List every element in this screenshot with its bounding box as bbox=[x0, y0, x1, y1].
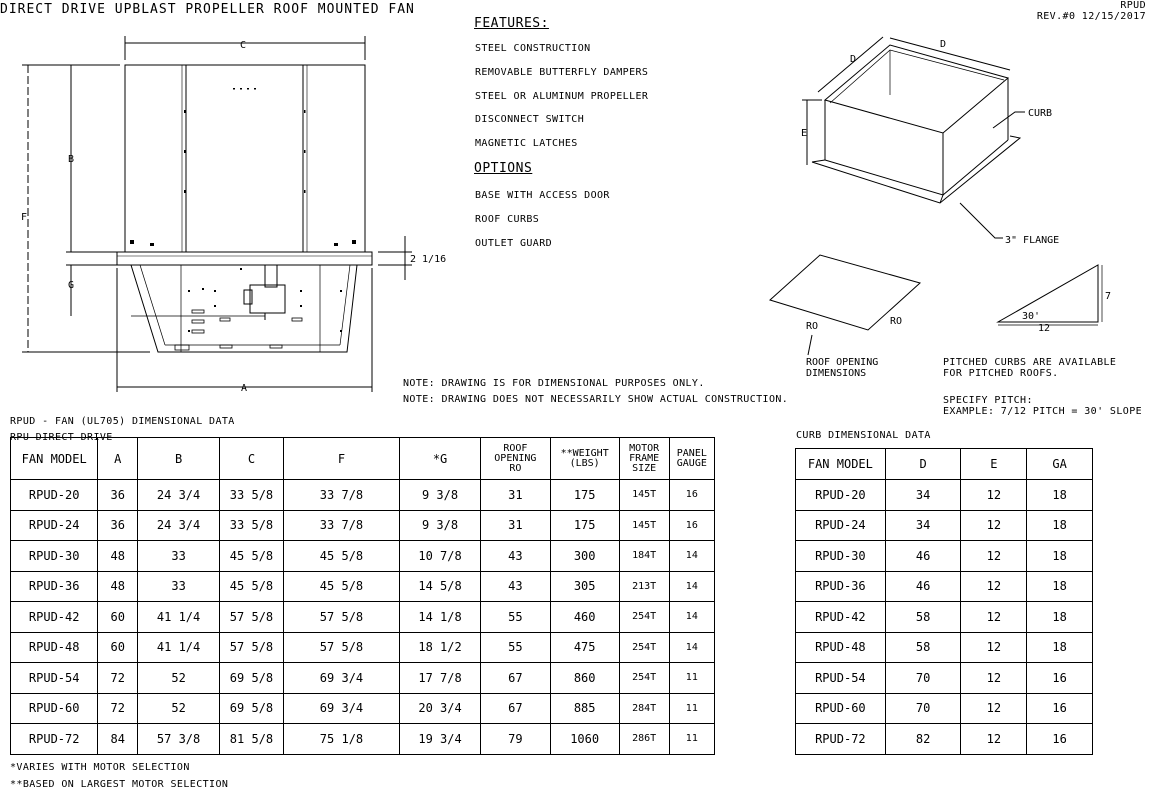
footnote-2: **BASED ON LARGEST MOTOR SELECTION bbox=[10, 779, 229, 790]
table-cell: RPUD-48 bbox=[11, 632, 98, 663]
table-cell: RPUD-54 bbox=[11, 663, 98, 694]
table-cell: 254T bbox=[619, 663, 669, 694]
table-cell: 48 bbox=[98, 541, 138, 572]
table-cell: 33 bbox=[138, 541, 220, 572]
dim-flange-thickness: 2 1/16 bbox=[410, 254, 447, 265]
table-cell: 14 5/8 bbox=[400, 571, 481, 602]
table-cell: 41 1/4 bbox=[138, 632, 220, 663]
table-cell: 52 bbox=[138, 663, 220, 694]
dim-b-label: B bbox=[68, 154, 75, 165]
table-cell: 145T bbox=[619, 480, 669, 511]
table-row bbox=[11, 602, 715, 633]
table-cell: RPUD-30 bbox=[796, 541, 886, 572]
table-cell: 52 bbox=[138, 693, 220, 724]
table-cell: 175 bbox=[550, 510, 619, 541]
table-cell: 67 bbox=[481, 693, 551, 724]
table-cell: RPUD-36 bbox=[796, 571, 886, 602]
options-heading: OPTIONS bbox=[474, 161, 533, 176]
table-cell: 55 bbox=[481, 602, 551, 633]
table-cell: 145T bbox=[619, 510, 669, 541]
table-cell: 60 bbox=[98, 632, 138, 663]
pitch-angle: 30' bbox=[1022, 311, 1041, 322]
column-header: B bbox=[138, 438, 220, 480]
table-cell: 305 bbox=[550, 571, 619, 602]
ro-label-1: RO bbox=[806, 321, 819, 332]
table-cell: RPUD-54 bbox=[796, 663, 886, 694]
table-cell: 45 5/8 bbox=[220, 541, 284, 572]
table-cell: RPUD-72 bbox=[11, 724, 98, 755]
table-cell: 36 bbox=[98, 510, 138, 541]
table-cell: 286T bbox=[619, 724, 669, 755]
table-row bbox=[11, 541, 715, 572]
table-cell: 57 3/8 bbox=[138, 724, 220, 755]
table-cell: 41 1/4 bbox=[138, 602, 220, 633]
table-cell: 16 bbox=[1027, 693, 1093, 724]
table-cell: 10 7/8 bbox=[400, 541, 481, 572]
table-cell: 55 bbox=[481, 632, 551, 663]
table-cell: 18 bbox=[1027, 541, 1093, 572]
table-cell: 45 5/8 bbox=[220, 571, 284, 602]
table-cell: 33 5/8 bbox=[220, 510, 284, 541]
column-header: F bbox=[283, 438, 399, 480]
table-cell: 254T bbox=[619, 632, 669, 663]
curb-dim-e: E bbox=[801, 128, 808, 139]
table-cell: 46 bbox=[885, 541, 961, 572]
options-item: OUTLET GUARD bbox=[475, 238, 553, 249]
column-header: GA bbox=[1027, 449, 1093, 480]
pitch-triangle bbox=[998, 265, 1102, 325]
curb-label: CURB bbox=[1028, 108, 1053, 119]
table-cell: 24 3/4 bbox=[138, 480, 220, 511]
table-cell: 16 bbox=[669, 510, 714, 541]
fan-dimension-table bbox=[10, 437, 715, 755]
table-cell: 12 bbox=[961, 632, 1027, 663]
table-cell: 885 bbox=[550, 693, 619, 724]
table-cell: 79 bbox=[481, 724, 551, 755]
table-cell: 14 bbox=[669, 632, 714, 663]
table-cell: 213T bbox=[619, 571, 669, 602]
table-cell: RPUD-48 bbox=[796, 632, 886, 663]
table-cell: 57 5/8 bbox=[220, 632, 284, 663]
table-cell: 12 bbox=[961, 571, 1027, 602]
table-cell: 254T bbox=[619, 602, 669, 633]
table-row bbox=[796, 693, 1093, 724]
column-header: PANEL GAUGE bbox=[669, 438, 714, 480]
table-row bbox=[11, 480, 715, 511]
table-cell: 14 bbox=[669, 571, 714, 602]
fan-elevation-drawing bbox=[22, 36, 412, 392]
table-cell: 33 7/8 bbox=[283, 480, 399, 511]
table-cell: 69 3/4 bbox=[283, 693, 399, 724]
table-row bbox=[11, 693, 715, 724]
table-row bbox=[11, 663, 715, 694]
table-cell: 57 5/8 bbox=[283, 632, 399, 663]
table-cell: 69 3/4 bbox=[283, 663, 399, 694]
table-row bbox=[796, 571, 1093, 602]
table-row bbox=[796, 541, 1093, 572]
table-cell: 67 bbox=[481, 663, 551, 694]
table-cell: RPUD-36 bbox=[11, 571, 98, 602]
column-header: *G bbox=[400, 438, 481, 480]
column-header: A bbox=[98, 438, 138, 480]
table-cell: 18 bbox=[1027, 480, 1093, 511]
specify-pitch-example: EXAMPLE: 7/12 PITCH = 30' SLOPE bbox=[943, 406, 1143, 417]
table-cell: 33 bbox=[138, 571, 220, 602]
page-title: DIRECT DRIVE UPBLAST PROPELLER ROOF MOUNTED FAN bbox=[0, 2, 415, 17]
table-cell: 16 bbox=[1027, 663, 1093, 694]
options-item: ROOF CURBS bbox=[475, 214, 540, 225]
table-row bbox=[796, 602, 1093, 633]
table-cell: 12 bbox=[961, 541, 1027, 572]
table-cell: 36 bbox=[98, 480, 138, 511]
table-cell: 14 1/8 bbox=[400, 602, 481, 633]
roof-opening-label-1: ROOF OPENING bbox=[806, 357, 879, 368]
table-cell: RPUD-20 bbox=[796, 480, 886, 511]
table-cell: 45 5/8 bbox=[283, 541, 399, 572]
column-header: ROOF OPENING RO bbox=[481, 438, 551, 480]
dim-c-label: C bbox=[240, 40, 247, 51]
table-cell: 860 bbox=[550, 663, 619, 694]
table-cell: 12 bbox=[961, 480, 1027, 511]
specify-pitch-label: SPECIFY PITCH: bbox=[943, 395, 1033, 406]
table-cell: 43 bbox=[481, 541, 551, 572]
table-cell: RPUD-42 bbox=[796, 602, 886, 633]
table-cell: 24 3/4 bbox=[138, 510, 220, 541]
table-cell: 14 bbox=[669, 541, 714, 572]
column-header: C bbox=[220, 438, 284, 480]
note-2: NOTE: DRAWING DOES NOT NECESSARILY SHOW ACTUAL CONSTRUCTION. bbox=[403, 394, 789, 405]
table-cell: RPUD-72 bbox=[796, 724, 886, 755]
dim-f-label: F bbox=[21, 212, 28, 223]
footnote-1: *VARIES WITH MOTOR SELECTION bbox=[10, 762, 190, 773]
table-cell: 12 bbox=[961, 693, 1027, 724]
fan-table-caption: RPUD - FAN (UL705) DIMENSIONAL DATA bbox=[10, 416, 235, 427]
column-header: FAN MODEL bbox=[11, 438, 98, 480]
column-header: MOTOR FRAME SIZE bbox=[619, 438, 669, 480]
table-cell: 48 bbox=[98, 571, 138, 602]
table-cell: 16 bbox=[1027, 724, 1093, 755]
column-header: FAN MODEL bbox=[796, 449, 886, 480]
table-cell: 31 bbox=[481, 480, 551, 511]
pitched-note-2: FOR PITCHED ROOFS. bbox=[943, 368, 1059, 379]
table-row bbox=[11, 571, 715, 602]
ro-label-2: RO bbox=[890, 316, 903, 327]
table-row bbox=[796, 663, 1093, 694]
table-cell: RPUD-42 bbox=[11, 602, 98, 633]
options-item: BASE WITH ACCESS DOOR bbox=[475, 190, 610, 201]
table-row bbox=[796, 480, 1093, 511]
table-cell: 175 bbox=[550, 480, 619, 511]
table-cell: 57 5/8 bbox=[283, 602, 399, 633]
table-cell: 81 5/8 bbox=[220, 724, 284, 755]
table-cell: RPUD-60 bbox=[11, 693, 98, 724]
table-cell: 14 bbox=[669, 602, 714, 633]
table-cell: 69 5/8 bbox=[220, 663, 284, 694]
features-heading: FEATURES: bbox=[474, 16, 549, 31]
table-cell: RPUD-24 bbox=[796, 510, 886, 541]
dim-a-label: A bbox=[241, 383, 248, 394]
table-cell: 18 bbox=[1027, 632, 1093, 663]
column-header: D bbox=[885, 449, 961, 480]
table-cell: 84 bbox=[98, 724, 138, 755]
table-cell: 82 bbox=[885, 724, 961, 755]
curb-dim-d1: D bbox=[850, 54, 857, 65]
pitch-run: 12 bbox=[1038, 323, 1051, 334]
pitch-rise: 7 bbox=[1105, 291, 1112, 302]
revision-label: REV.#0 12/15/2017 bbox=[1036, 11, 1146, 22]
table-cell: 300 bbox=[550, 541, 619, 572]
table-cell: 11 bbox=[669, 693, 714, 724]
table-cell: 475 bbox=[550, 632, 619, 663]
table-cell: 12 bbox=[961, 663, 1027, 694]
note-1: NOTE: DRAWING IS FOR DIMENSIONAL PURPOSES ONLY. bbox=[403, 378, 705, 389]
flange-label: 3" FLANGE bbox=[1005, 235, 1060, 246]
table-cell: 18 1/2 bbox=[400, 632, 481, 663]
table-cell: 20 3/4 bbox=[400, 693, 481, 724]
fan-table-subcaption: RPU DIRECT DRIVE bbox=[10, 432, 113, 443]
table-row bbox=[796, 724, 1093, 755]
table-row bbox=[796, 510, 1093, 541]
table-cell: 12 bbox=[961, 602, 1027, 633]
table-cell: RPUD-20 bbox=[11, 480, 98, 511]
table-row bbox=[796, 632, 1093, 663]
table-cell: 34 bbox=[885, 480, 961, 511]
table-cell: 16 bbox=[669, 480, 714, 511]
column-header: E bbox=[961, 449, 1027, 480]
table-cell: 57 5/8 bbox=[220, 602, 284, 633]
table-cell: 18 bbox=[1027, 510, 1093, 541]
table-cell: 58 bbox=[885, 632, 961, 663]
curb-table-caption: CURB DIMENSIONAL DATA bbox=[796, 430, 931, 441]
doc-code: RPUD bbox=[1120, 0, 1146, 11]
features-item: STEEL CONSTRUCTION bbox=[475, 43, 591, 54]
table-cell: 46 bbox=[885, 571, 961, 602]
table-cell: 1060 bbox=[550, 724, 619, 755]
dim-g-label: G bbox=[68, 280, 75, 291]
table-cell: 284T bbox=[619, 693, 669, 724]
table-cell: 9 3/8 bbox=[400, 480, 481, 511]
table-cell: 11 bbox=[669, 724, 714, 755]
table-cell: 31 bbox=[481, 510, 551, 541]
table-cell: 19 3/4 bbox=[400, 724, 481, 755]
table-row bbox=[11, 510, 715, 541]
table-cell: RPUD-60 bbox=[796, 693, 886, 724]
table-cell: 184T bbox=[619, 541, 669, 572]
table-cell: 11 bbox=[669, 663, 714, 694]
table-cell: 72 bbox=[98, 693, 138, 724]
table-cell: 33 5/8 bbox=[220, 480, 284, 511]
table-cell: 18 bbox=[1027, 571, 1093, 602]
curb-dimension-table bbox=[795, 448, 1093, 755]
roof-opening-leader bbox=[808, 335, 812, 355]
roof-opening-label-2: DIMENSIONS bbox=[806, 368, 867, 379]
table-cell: 70 bbox=[885, 663, 961, 694]
table-cell: 58 bbox=[885, 602, 961, 633]
table-cell: 17 7/8 bbox=[400, 663, 481, 694]
table-cell: 69 5/8 bbox=[220, 693, 284, 724]
table-cell: 43 bbox=[481, 571, 551, 602]
table-row bbox=[11, 632, 715, 663]
table-cell: 70 bbox=[885, 693, 961, 724]
table-cell: 72 bbox=[98, 663, 138, 694]
table-cell: 45 5/8 bbox=[283, 571, 399, 602]
column-header: **WEIGHT (LBS) bbox=[550, 438, 619, 480]
features-item: MAGNETIC LATCHES bbox=[475, 138, 578, 150]
table-cell: 460 bbox=[550, 602, 619, 633]
table-cell: 34 bbox=[885, 510, 961, 541]
table-cell: 12 bbox=[961, 724, 1027, 755]
table-row bbox=[11, 724, 715, 755]
features-item: REMOVABLE BUTTERFLY DAMPERS bbox=[475, 66, 649, 78]
features-item: DISCONNECT SWITCH bbox=[475, 114, 585, 126]
table-cell: RPUD-30 bbox=[11, 541, 98, 572]
table-cell: RPUD-24 bbox=[11, 510, 98, 541]
pitched-note-1: PITCHED CURBS ARE AVAILABLE bbox=[943, 357, 1117, 368]
table-cell: 9 3/8 bbox=[400, 510, 481, 541]
curb-dim-d2: D bbox=[940, 39, 947, 50]
table-cell: 33 7/8 bbox=[283, 510, 399, 541]
table-cell: 12 bbox=[961, 510, 1027, 541]
table-cell: 75 1/8 bbox=[283, 724, 399, 755]
curb-drawing bbox=[802, 37, 1025, 238]
features-item: STEEL OR ALUMINUM PROPELLER bbox=[475, 90, 649, 102]
table-cell: 18 bbox=[1027, 602, 1093, 633]
table-cell: 60 bbox=[98, 602, 138, 633]
